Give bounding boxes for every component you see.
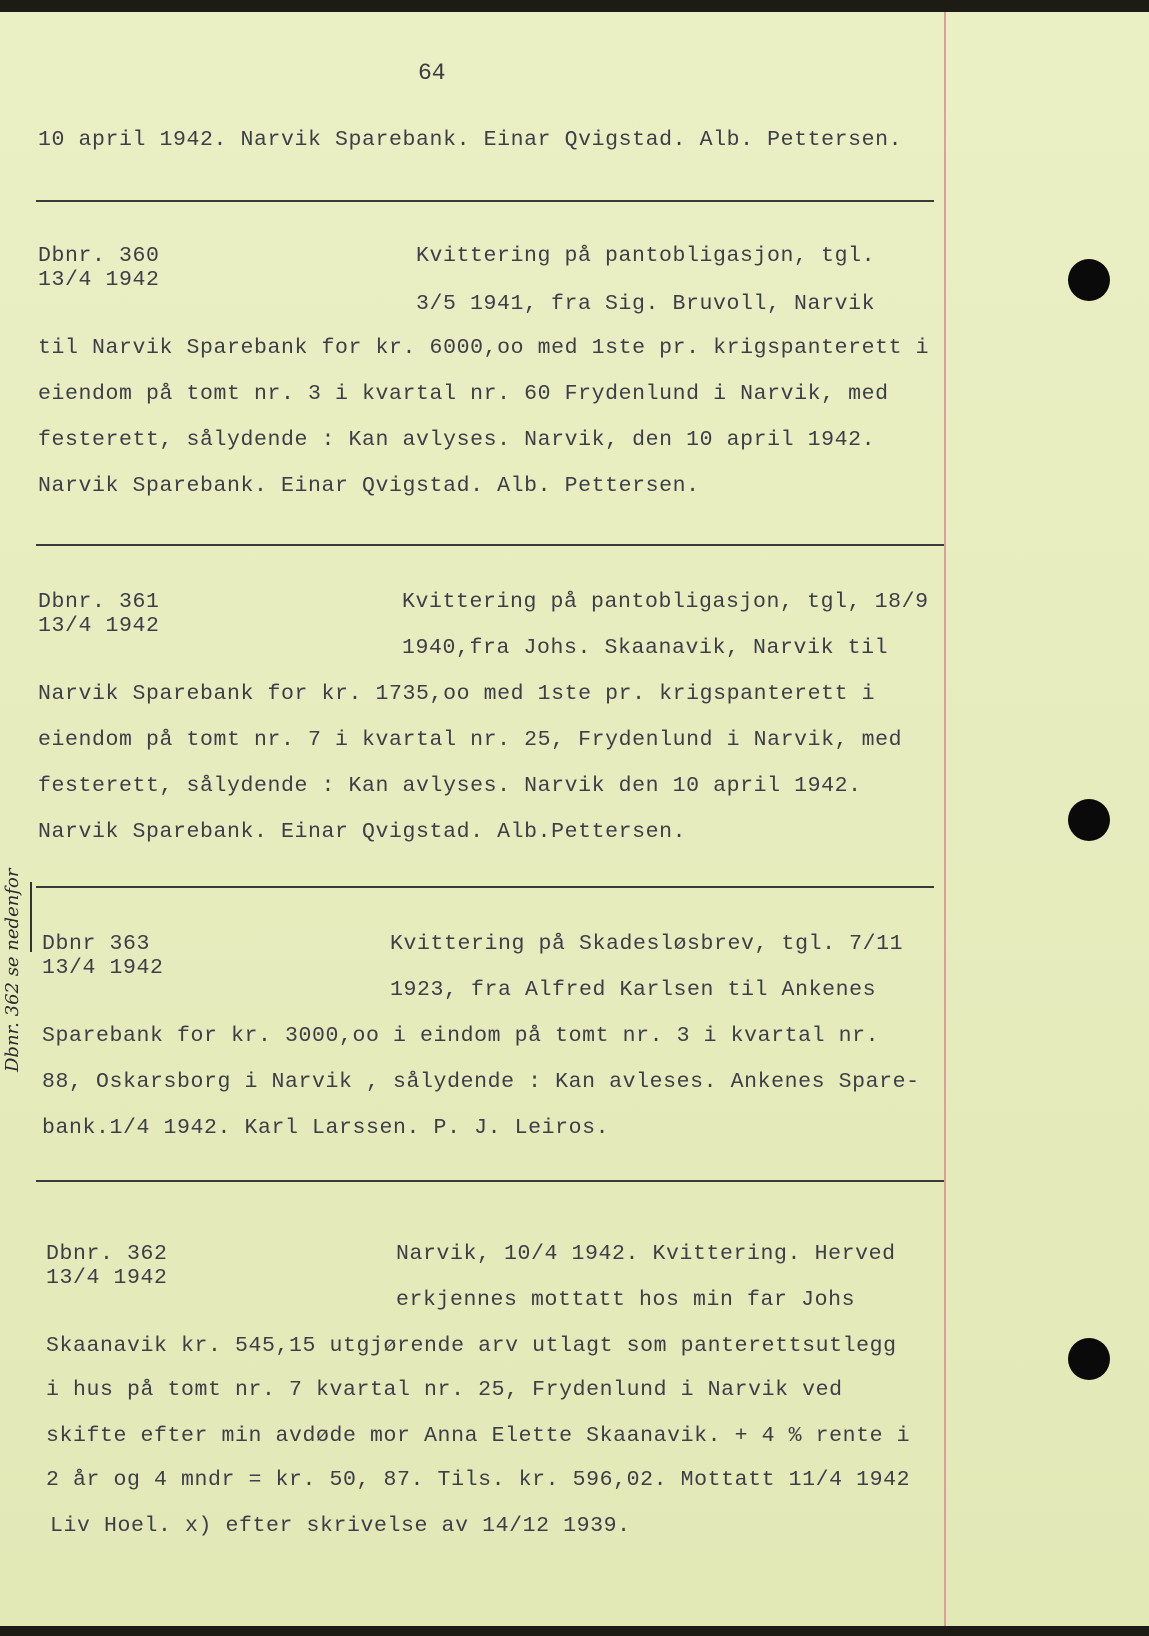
entry-text-line: 1923, fra Alfred Karlsen til Ankenes (390, 978, 877, 1002)
entry-text-line: Narvik Sparebank for kr. 1735,oo med 1ste pr. krigspanterett i (38, 682, 876, 706)
entry-text-line: Sparebank for kr. 3000,oo i eindom på tomt nr. 3 i kvartal nr. (42, 1024, 880, 1048)
entry-dbnr: Dbnr. 360 (38, 244, 160, 268)
page-number: 64 (418, 60, 446, 86)
entry-text-line: bank.1/4 1942. Karl Larssen. P. J. Leiros. (42, 1116, 610, 1140)
entry-text-line: i hus på tomt nr. 7 kvartal nr. 25, Frydenlund i Narvik ved (46, 1378, 843, 1402)
entry-text-line: Kvittering på pantobligasjon, tgl. (416, 244, 876, 268)
red-margin-line (944, 12, 946, 1626)
heading-line: 10 april 1942. Narvik Sparebank. Einar Qvigstad. Alb. Pettersen. (38, 128, 903, 152)
binder-hole (1068, 799, 1110, 841)
entry-text-line: erkjennes mottatt hos min far Johs (396, 1288, 856, 1312)
entry-text-line: Liv Hoel. x) efter skrivelse av 14/12 1939. (50, 1514, 631, 1538)
entry-text-line: 3/5 1941, fra Sig. Bruvoll, Narvik (416, 292, 876, 316)
entry-text-line: 1940,fra Johs. Skaanavik, Narvik til (402, 636, 889, 660)
entry-text-line: festerett, sålydende : Kan avlyses. Narvik, den 10 april 1942. (38, 428, 876, 452)
entry-text-line: 2 år og 4 mndr = kr. 50, 87. Tils. kr. 596,02. Mottatt 11/4 1942 (46, 1468, 911, 1492)
entry-dbnr: Dbnr 363 (42, 932, 151, 956)
margin-bracket (30, 882, 40, 952)
divider-rule (36, 886, 934, 888)
entry-text-line: eiendom på tomt nr. 3 i kvartal nr. 60 Frydenlund i Narvik, med (38, 382, 889, 406)
entry-date: 13/4 1942 (46, 1266, 168, 1290)
ledger-page (0, 12, 1149, 1626)
entry-text-line: Kvittering på Skadesløsbrev, tgl. 7/11 (390, 932, 904, 956)
divider-rule (36, 1180, 944, 1182)
entry-text-line: Kvittering på pantobligasjon, tgl, 18/9 (402, 590, 929, 614)
binder-hole (1068, 259, 1110, 301)
entry-text-line: Narvik, 10/4 1942. Kvittering. Herved (396, 1242, 896, 1266)
entry-text-line: skifte efter min avdøde mor Anna Elette Skaanavik. + 4 % rente i (46, 1424, 911, 1448)
entry-date: 13/4 1942 (42, 956, 164, 980)
entry-text-line: Narvik Sparebank. Einar Qvigstad. Alb. Pettersen. (38, 474, 700, 498)
entry-text-line: eiendom på tomt nr. 7 i kvartal nr. 25, Frydenlund i Narvik, med (38, 728, 903, 752)
entry-text-line: 88, Oskarsborg i Narvik , sålydende : Kan avleses. Ankenes Spare- (42, 1070, 920, 1094)
entry-text-line: til Narvik Sparebank for kr. 6000,oo med 1ste pr. krigspanterett i (38, 336, 930, 360)
entry-date: 13/4 1942 (38, 268, 160, 292)
margin-annotation: Dbnr. 362 se nedenfor (2, 868, 23, 1072)
entry-dbnr: Dbnr. 361 (38, 590, 160, 614)
entry-text-line: Skaanavik kr. 545,15 utgjørende arv utlagt som panterettsutlegg (46, 1334, 897, 1358)
entry-dbnr: Dbnr. 362 (46, 1242, 168, 1266)
entry-date: 13/4 1942 (38, 614, 160, 638)
entry-text-line: festerett, sålydende : Kan avlyses. Narvik den 10 april 1942. (38, 774, 862, 798)
entry-text-line: Narvik Sparebank. Einar Qvigstad. Alb.Pettersen. (38, 820, 687, 844)
divider-rule (36, 200, 934, 202)
binder-hole (1068, 1338, 1110, 1380)
divider-rule (36, 544, 944, 546)
